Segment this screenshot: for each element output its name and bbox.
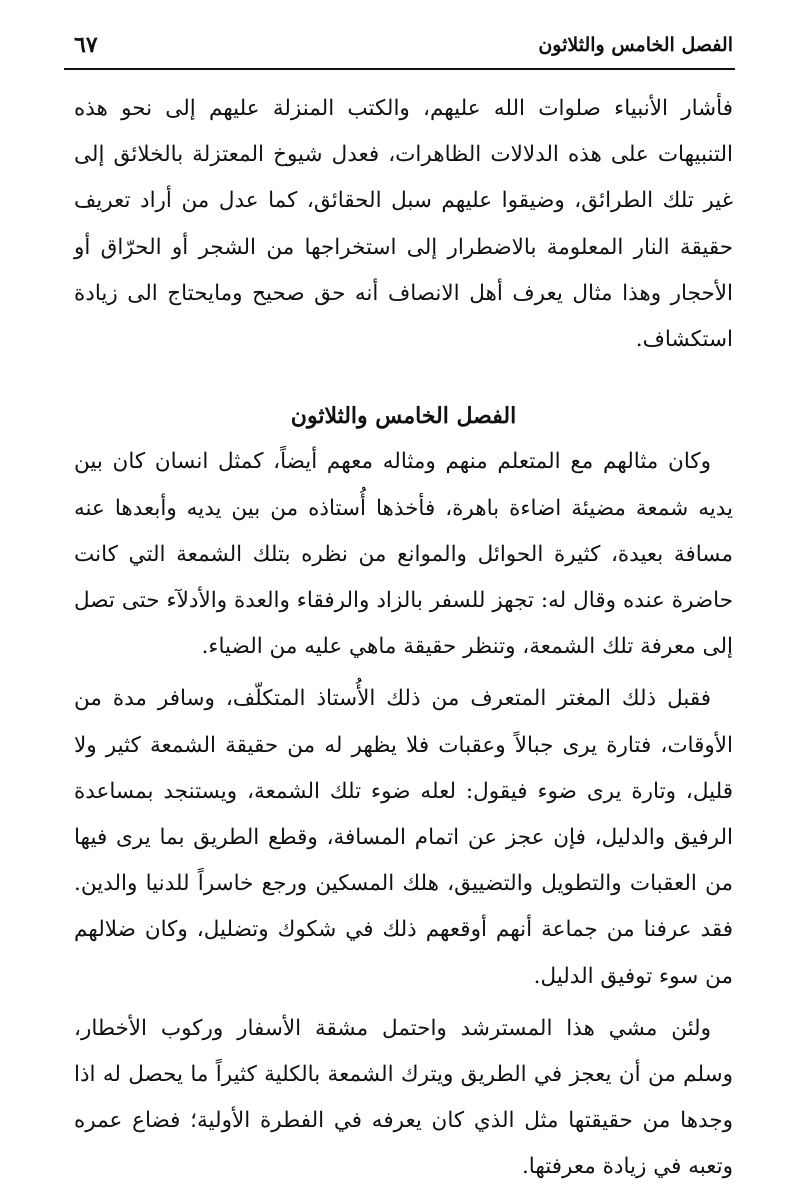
paragraph-4: ولئن مشي هذا المسترشد واحتمل مشقة الأسفار وركوب الأخطار، وسلم من أن يعجز في الطريق ويترك الشمعة بالكلية كثيراً ما يحصل له اذا وجدها من حقيقتها مثل الذي كان يعرفه في الفطرة الأولية؛ فضاع عمره وتعبه في زيادة معرفتها. (74, 1015, 733, 1180)
paragraph-1: فأشار الأنبياء صلوات الله عليهم، والكتب المنزلة عليهم إلى نحو هذه التنبيهات على هذه الدلالات الظاهرات، فعدل شيوخ المعتزلة بالخلائق إلى غير تلك الطرائق، وضيقوا عليهم سبل الحقائق، كما عدل من أراد تعريف حقيقة النار المعلومة بالاضطرار إلى استخراجها من الشجر أو الحرّاق أو الأحجار وهذا مثال يعرف أهل الانصاف أنه حق صحيح ومايحتاج الى زيادة استكشاف. (74, 96, 733, 353)
paragraph-3: فقبل ذلك المغتر المتعرف من ذلك الأُستاذ المتكلّف، وسافر مدة من الأوقات، فتارة يرى جبالاً وعقبات فلا يظهر له من حقيقة الشمعة كثير ولا قليل، وتارة يرى ضوء فيقول: لعله ضوء تلك الشمعة، ويستنجد بمساعدة الرفيق والدليل، فإن عجز عن اتمام المسافة، وقطع الطريق بما يرى فيها من العقبات والتطويل والتضييق، هلك المسكين ورجع خاسراً للدنيا والدين. فقد عرفنا من جماعة أنهم أوقعهم ذلك في شكوك وتضليل، وكان ضلالهم من سوء توفيق الدليل. (74, 686, 733, 989)
header-divider (64, 68, 735, 70)
paragraph-2: وكان مثالهم مع المتعلم منهم ومثاله معهم أيضاً، كمثل انسان كان بين يديه شمعة مضيئة اضاءة باهرة، فأخذها أُستاذه من بين يديه وأبعدها عنه مسافة بعيدة، كثيرة الحوائل والموانع من نظره بتلك الشمعة التي كانت حاضرة عنده وقال له: تجهز للسفر بالزاد والرفقاء والعدة والأدلآء حتى تصل إلى معرفة تلك الشمعة، وتنظر حقيقة ماهي عليه من الضياء. (74, 449, 733, 660)
running-header (74, 28, 733, 62)
chapter-heading: الفصل الخامس والثلاثون (290, 403, 517, 430)
running-header-title: الفصل الخامس والثلاثون (538, 34, 733, 56)
body-text (74, 86, 733, 1180)
page-number: ٦٧ (74, 32, 98, 58)
